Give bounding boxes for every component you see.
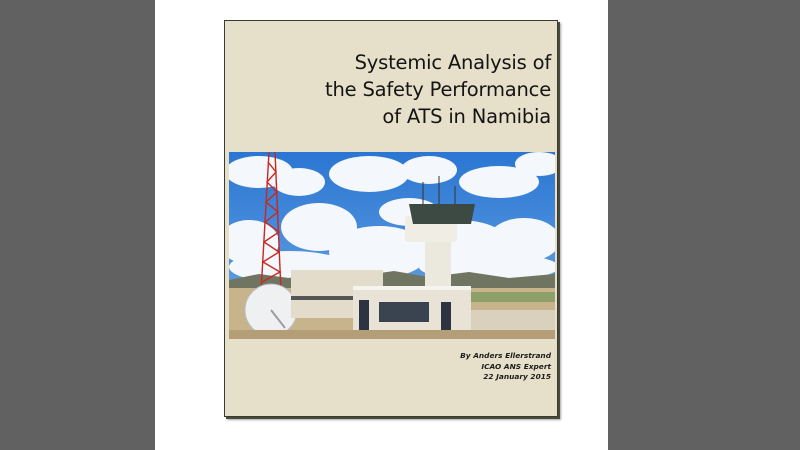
report-date: 22 January 2015 bbox=[483, 372, 551, 381]
report-title bbox=[325, 49, 551, 130]
title-line-2: the Safety Performance bbox=[325, 78, 551, 101]
title-line-3: of ATS in Namibia bbox=[382, 105, 551, 128]
author-role: ICAO ANS Expert bbox=[481, 361, 551, 371]
author-line: By Anders Ellerstrand bbox=[460, 351, 551, 360]
byline bbox=[460, 351, 551, 383]
control-tower-photo bbox=[229, 152, 555, 339]
building-windows bbox=[379, 302, 429, 322]
grass-strip bbox=[469, 292, 555, 302]
report-cover bbox=[224, 20, 558, 417]
tower-cab-glass bbox=[409, 204, 475, 224]
cover-photo bbox=[229, 152, 555, 339]
perimeter-wall bbox=[471, 310, 555, 332]
title-line-1: Systemic Analysis of bbox=[354, 51, 551, 74]
